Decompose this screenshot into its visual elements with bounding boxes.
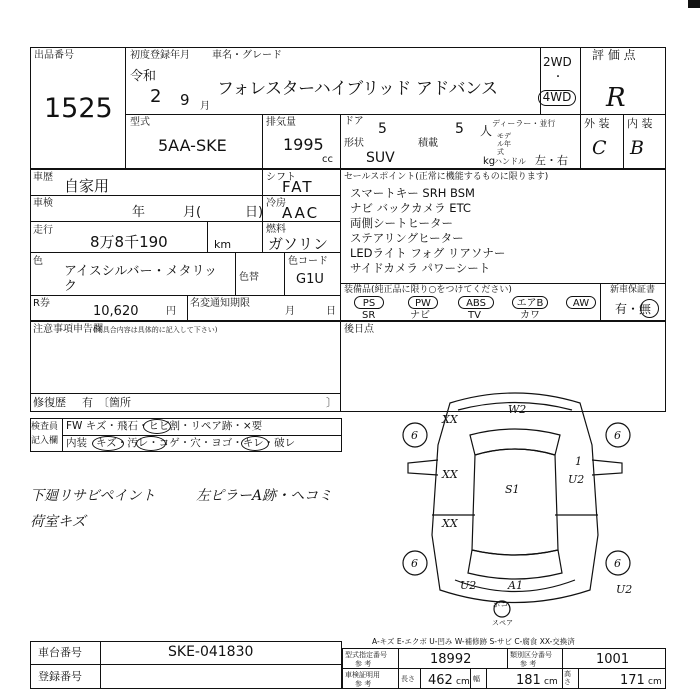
equip-navi: ナビ (410, 310, 430, 321)
interior-line-label: 内装 (66, 437, 87, 449)
selling-point: サイドカメラ パワーシート (350, 261, 491, 275)
name-change-day: 日 (326, 306, 336, 317)
use: 自家用 (64, 177, 110, 195)
body: SUV (366, 150, 395, 166)
selling-point: 両側シートヒーター (350, 216, 454, 230)
fw-line: FW キズ・飛石・ヒビ割・リペア跡・×要 (66, 420, 263, 432)
repair-label: 修復歴 (33, 396, 66, 409)
after-label: 後日点 (344, 324, 374, 335)
recycle-label: R券 (33, 298, 50, 309)
damage-mark: XX (442, 413, 458, 426)
seats: 5 (455, 121, 464, 137)
class-no: 1001 (596, 652, 630, 667)
model-label: 型式 (130, 117, 150, 128)
era: 令和 (130, 69, 157, 84)
equip-ps: PS (354, 296, 384, 309)
name-change-month: 月 (285, 306, 295, 317)
hand-circle (241, 436, 269, 451)
class-no-ref: 参 考 (520, 660, 537, 668)
recycle-unit: 円 (166, 306, 176, 317)
damage-mark: W2 (508, 403, 527, 416)
damage-mark: 6 (614, 557, 621, 570)
damage-mark: 1 (575, 455, 582, 468)
model: 5AA-SKE (158, 136, 227, 155)
selling-point: スマートキー SRH BSM (350, 186, 475, 200)
inspection-day: 日) (245, 205, 264, 220)
mirror-right (592, 460, 622, 475)
shift: FAT (282, 178, 314, 196)
width-label: 幅 (473, 675, 480, 683)
warranty: 有・無 (615, 302, 652, 316)
use-label: 車歴 (33, 172, 53, 183)
type-no-label: 型式指定番号 (345, 651, 387, 659)
displacement-label: 排気量 (266, 117, 296, 128)
model-year-label: モデル年式 (497, 132, 511, 156)
length-label: 長さ (401, 675, 415, 683)
chassis-label: 車台番号 (38, 646, 82, 659)
selling-point: ナビ バックカメラ ETC (350, 201, 471, 215)
width: 181 (516, 673, 541, 688)
damage-mark: S1 (505, 483, 520, 496)
first-reg-year: 2 (150, 86, 162, 107)
load-label: 積載 (418, 138, 438, 149)
repair-place: 〔箇所 (98, 396, 131, 409)
length: 462 (428, 673, 453, 688)
color-line-1: アイスシルバー・メタリッ (64, 264, 217, 279)
mileage: 8万8千190 (90, 233, 168, 251)
damage-mark: A1 (508, 579, 523, 592)
fuel-label: 燃料 (266, 224, 286, 235)
hand-circle (136, 436, 166, 451)
windshield (470, 429, 560, 455)
mileage-unit: km (214, 238, 232, 251)
height-unit: cm (648, 677, 662, 687)
width-unit: cm (544, 677, 558, 687)
inspector-label-1: 検査員 (31, 422, 59, 432)
rear-window (468, 550, 562, 579)
spare-label: スペア (492, 619, 513, 627)
cert-label: 車検証明用 (345, 671, 380, 679)
repair-value: 有 (82, 396, 93, 409)
color-code: G1U (296, 272, 324, 287)
equip-sr: SR (362, 310, 376, 321)
equip-leather: カワ (520, 310, 540, 321)
mirror-left (408, 460, 438, 475)
overall-score: R (606, 83, 626, 113)
displacement-unit: cc (322, 154, 333, 165)
mileage-label: 走行 (33, 225, 53, 236)
handle-label: ハンドル (494, 157, 526, 166)
drive-dot: ・ (553, 72, 563, 83)
score-label: 評 価 点 (592, 48, 636, 62)
name-change-label: 名変通知期限 (190, 298, 250, 309)
month-unit: 月 (200, 101, 210, 112)
damage-mark: U2 (460, 579, 477, 592)
cert-ref: 参 考 (355, 680, 372, 688)
drive-4wd-circled: 4WD (538, 90, 576, 106)
doors: 5 (378, 121, 387, 137)
damage-mark: 6 (411, 557, 418, 570)
spare-mark: ボコ (492, 600, 508, 609)
warranty-label: 新車保証書 (610, 285, 656, 295)
car-name: フォレスターハイブリッド アドバンス (217, 79, 498, 99)
equip-abs: ABS (458, 296, 494, 309)
doors-label: ドア (344, 116, 364, 127)
warranty-circle (640, 299, 659, 318)
handle: 左・右 (535, 154, 568, 167)
notes-sub: (不具合内容は具体的に記入して下さい) (93, 326, 218, 334)
registration-label: 登録番号 (38, 670, 82, 683)
selling-points-list (350, 186, 505, 276)
lot-label: 出品番号 (34, 50, 74, 61)
equipment-label: 装備品(純正品に限り○をつけてください) (344, 285, 512, 295)
height: 171 (620, 673, 645, 688)
inspector-label-2: 記入欄 (31, 436, 59, 446)
hand-circle (143, 419, 171, 434)
ac-label: 冷房 (266, 198, 286, 209)
color-change-label: 色替 (239, 272, 259, 283)
selling-point: ステアリングヒーター (350, 231, 464, 245)
exterior-label: 外 装 (584, 117, 610, 130)
first-reg-month: 9 (180, 91, 190, 109)
type-no-ref: 参 考 (355, 660, 372, 668)
handwritten-note-3: 荷室キズ (30, 514, 86, 530)
exterior-grade: C (592, 137, 607, 159)
hand-circle (92, 436, 124, 451)
damage-mark: XX (442, 468, 458, 481)
ac: AAC (282, 204, 320, 222)
length-unit: cm (456, 677, 470, 687)
color-code-label: 色コード (288, 256, 328, 267)
equip-airbag: エアB (512, 296, 548, 309)
displacement: 1995 (283, 135, 324, 154)
color-label: 色 (33, 256, 43, 267)
chassis-number: SKE-041830 (168, 644, 254, 660)
damage-mark: XX (442, 517, 458, 530)
corner-mark (688, 0, 700, 8)
damage-mark: U2 (616, 583, 633, 596)
equip-tv: TV (468, 310, 481, 321)
height-label: 高さ (564, 670, 571, 686)
inspection-year: 年 (132, 205, 146, 220)
handwritten-note-2: 左ピラーA跡・ヘコミ (196, 488, 333, 504)
roof-outline (472, 449, 558, 555)
interior-grade: B (630, 137, 644, 159)
recycle: 10,620 (93, 304, 139, 319)
body-label: 形状 (344, 138, 364, 149)
type-no: 18992 (430, 652, 472, 667)
color-line-2: ク (64, 279, 78, 294)
damage-mark: U2 (568, 473, 585, 486)
selling-points-label: セールスポイント(正常に機能するものに限ります) (344, 172, 549, 182)
dealer-label: ディーラー・並行 (492, 119, 556, 128)
equip-pw: PW (408, 296, 438, 309)
damage-mark: 6 (411, 429, 418, 442)
seats-unit: 人 (480, 124, 493, 138)
inspection-month: 月( (183, 205, 202, 220)
shift-label: シフト (266, 172, 296, 183)
handwritten-note-1: 下廻リサビペイント (30, 488, 156, 504)
interior-label: 内 装 (627, 117, 653, 130)
car-name-label: 車名・グレード (212, 50, 282, 61)
drive-2wd: 2WD (543, 55, 572, 69)
selling-point: LEDライト フォグ リアソナー (350, 246, 506, 260)
fuel: ガソリン (268, 235, 329, 253)
class-no-label: 類別区分番号 (510, 651, 552, 659)
damage-mark: 6 (614, 429, 621, 442)
repair-close: 〕 (326, 396, 337, 409)
interior-line: キズ・汚レ・コゲ・穴・ヨゴ・キレ・破レ (96, 437, 296, 449)
equip-aw: AW (566, 296, 596, 309)
first-reg-label: 初度登録年月 (130, 50, 190, 61)
lot-number: 1525 (44, 93, 113, 124)
load-unit: kg (483, 156, 496, 167)
damage-legend: A-キズ E-エクボ U-凹み W-補修跡 S-サビ C-腐食 XX-交換済 (372, 637, 575, 646)
inspection-label: 車検 (33, 198, 53, 209)
notes-label: 注意事項申告欄 (33, 324, 103, 335)
car-diagram (380, 375, 650, 630)
